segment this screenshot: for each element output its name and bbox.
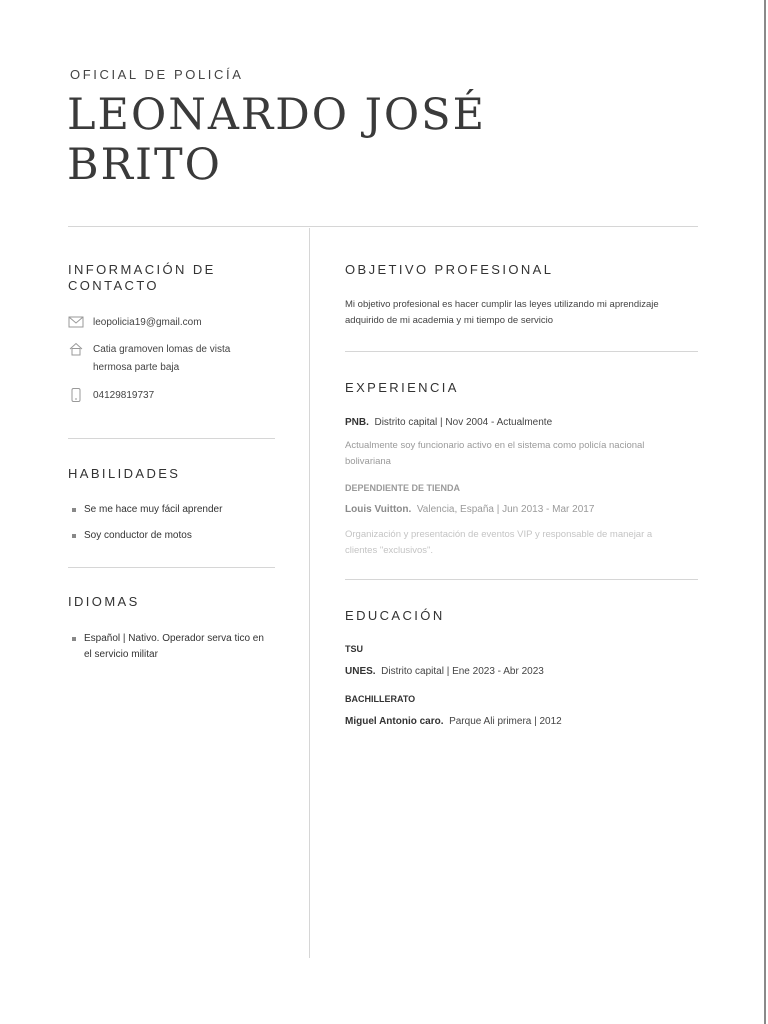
contact-phone[interactable] [68,387,268,405]
education-section-title: EDUCACIÓN [345,608,445,623]
email-text: leopolicia19@gmail.com [93,317,202,328]
name-line-1: LEONARDO JOSÉ [67,90,486,140]
column-divider [309,228,310,958]
objective-text: Mi objetivo profesional es hacer cumplir las leyes utilizando mi aprendizaje adquirido de mi academia y mi tiempo de servicio [345,299,659,326]
education-entry [345,716,562,727]
job-description: Organización y presentación de eventos VIP y responsable de manejar a clientes "exclusivos". [345,529,653,556]
education-school: UNES. [345,666,376,677]
name-line-2: BRITO [67,140,222,190]
job-role: DEPENDIENTE DE TIENDA [345,483,461,493]
contact-divider [68,438,275,439]
phone-text: 04129819737 [93,390,155,401]
objective-section-title: OBJETIVO PROFESIONAL [345,262,554,277]
job-description: Actualmente soy funcionario activo en el sistema como policía nacional bolivariana [345,440,645,467]
skill-item: Soy conductor de motos [72,528,192,544]
education-degree: TSU [345,644,363,654]
contact-email[interactable] [68,314,268,332]
experience-divider [345,579,698,580]
education-degree: BACHILLERATO [345,694,416,704]
candidate-name [67,90,587,190]
envelope-icon [68,315,84,329]
page-edge-line [764,0,766,1024]
phone-icon [68,388,84,402]
job-details: Distrito capital | Nov 2004 - Actualmente [374,417,553,428]
education-entry [345,666,544,677]
bullet-icon [72,508,76,512]
bullet-icon [72,534,76,538]
job-company: Louis Vuitton. [345,504,412,515]
job-title: OFICIAL DE POLICÍA [70,67,244,82]
objective-divider [345,351,698,352]
home-icon [68,342,84,356]
header-divider [68,226,698,227]
education-school: Miguel Antonio caro. [345,716,444,727]
contact-section-title: INFORMACIÓN DE CONTACTO [68,262,216,293]
job-company: PNB. [345,417,369,428]
contact-address [68,341,268,377]
language-item: Español | Nativo. Operador serva tico en el servicio militar [72,631,264,663]
skill-item: Se me hace muy fácil aprender [72,502,222,518]
address-text: Catia gramoven lomas de vista hermosa parte baja [93,344,231,373]
skills-divider [68,567,275,568]
job-header [345,417,552,428]
experience-section-title: EXPERIENCIA [345,380,459,395]
job-details: Valencia, España | Jun 2013 - Mar 2017 [416,504,595,515]
skills-section-title: HABILIDADES [68,466,181,481]
education-details: Parque Ali primera | 2012 [449,716,562,727]
education-details: Distrito capital | Ene 2023 - Abr 2023 [381,666,544,677]
languages-section-title: IDIOMAS [68,594,140,609]
job-header [345,504,594,515]
bullet-icon [72,637,76,641]
